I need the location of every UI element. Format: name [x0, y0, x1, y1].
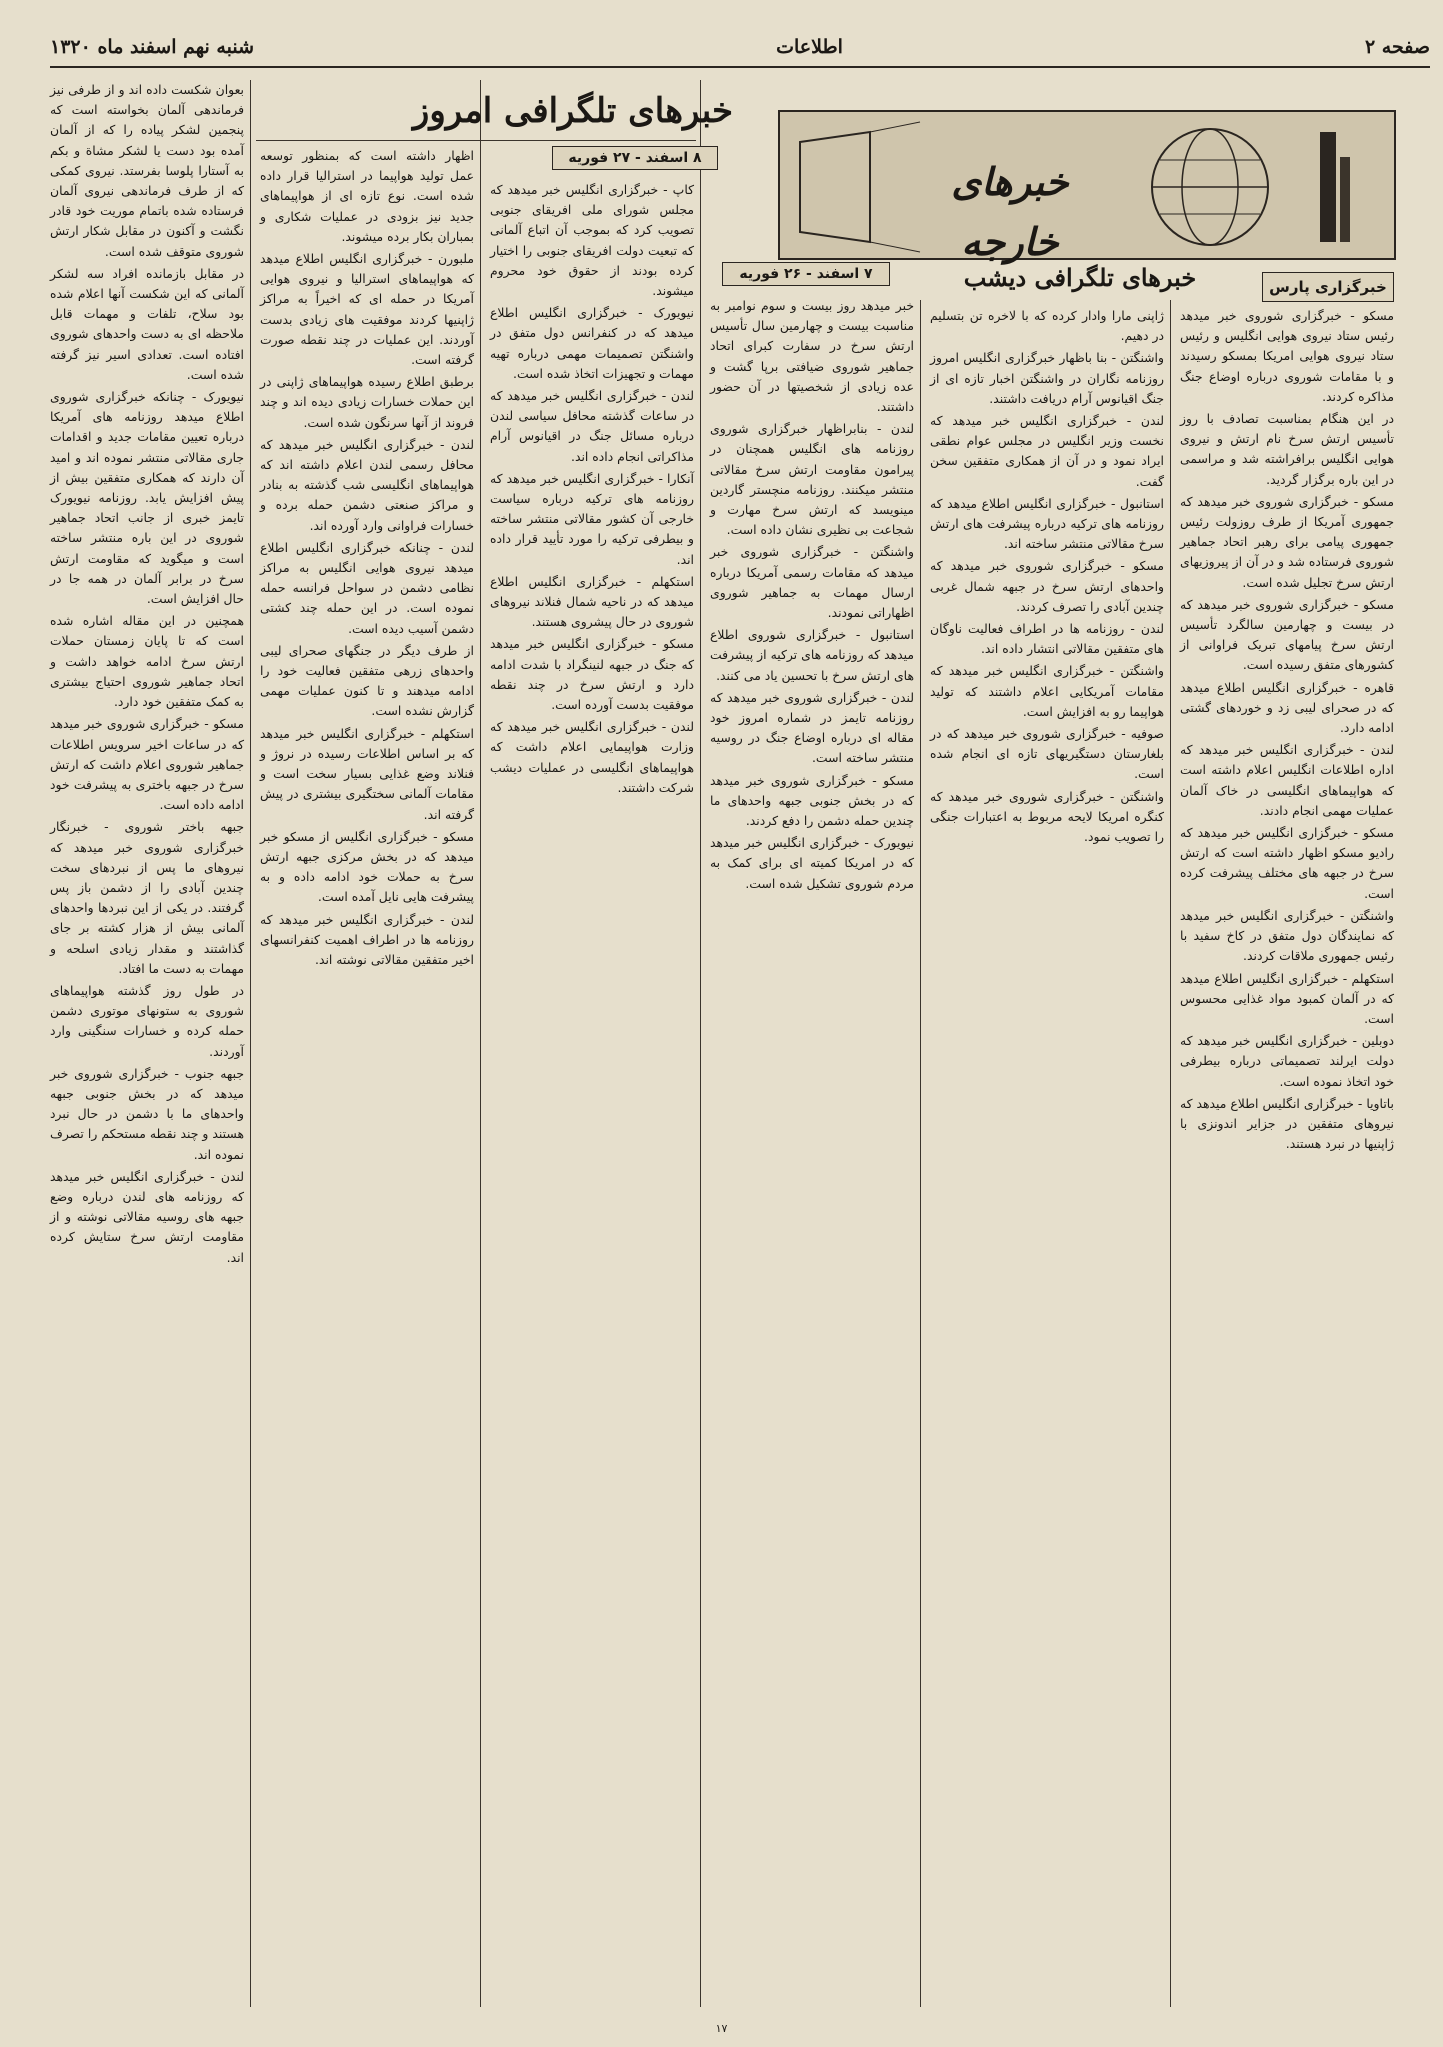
- article-paragraph: در این هنگام بمناسبت تصادف با روز تأسیس ارتش سرخ نام ارتش و نیروی هوایی انگلیس برافراشته شد و مراسمی در این باره برگزار گردید.: [1180, 411, 1394, 487]
- article-paragraph: استکهلم - خبرگزاری انگلیس اطلاع میدهد که در ناحیه شمال فنلاند نیروهای شوروی در حال پیشروی هستند.: [490, 573, 694, 630]
- article-paragraph: از طرف دیگر در جنگهای صحرای لیبی واحدهای زرهی متفقین فعالیت خود را ادامه میدهند و تا کنون عملیات مهمی گزارش نشده است.: [260, 642, 474, 719]
- article-paragraph: لندن - خبرگزاری انگلیس خبر میدهد که نخست وزیر انگلیس در مجلس عوام نطقی ایراد نمود و در آن از همکاری متفقین سخن گفت.: [930, 413, 1164, 489]
- article-paragraph: در مقابل بازمانده افراد سه لشکر آلمانی که این شکست آنها اعلام شده بود سلاح، تلفات و مهمات قابل ملاحظه ای به دست واحدهای شوروی افتاده است. تعدادی اسیر نیز گرفته شده است.: [50, 265, 244, 382]
- date-last-night: ۷ اسفند - ۲۶ فوریه: [722, 262, 890, 286]
- article-paragraph: مسکو - خبرگزاری انگلیس خبر میدهد که رادیو مسکو اظهار داشته است که ارتش سرخ در جبهه های مختلف پیشرفت کرده است.: [1180, 825, 1394, 901]
- article-paragraph: واشنگتن - خبرگزاری شوروی خبر میدهد که کنگره امریکا لایحه مربوط به اعتبارات جنگی را تصویب نمود.: [930, 788, 1164, 845]
- page-number: صفحه ۲: [1364, 36, 1430, 58]
- article-paragraph: دوبلین - خبرگزاری انگلیس خبر میدهد که دولت ایرلند تصمیماتی درباره بیطرفی خود اتخاذ نموده است.: [1180, 1033, 1394, 1089]
- column-6: [1174, 306, 1400, 2007]
- article-paragraph: آنکارا - خبرگزاری انگلیس خبر میدهد که روزنامه های ترکیه درباره سیاست خارجی آن کشور مقالاتی منتشر ساخته و بیطرفی ترکیه را مورد تأیید قرار داده اند.: [490, 470, 694, 567]
- article-paragraph: مسکو - خبرگزاری انگلیس از مسکو خبر میدهد که در بخش مرکزی جبهه ارتش سرخ به حملات خود ادامه داده و به پیشرفت هایی نایل آمده است.: [260, 828, 474, 905]
- article-paragraph: استکهلم - خبرگزاری انگلیس اطلاع میدهد که در آلمان کمبود مواد غذایی محسوس است.: [1180, 970, 1394, 1026]
- column-rule: [1170, 300, 1171, 2007]
- article-paragraph: واشنگتن - خبرگزاری انگلیس خبر میدهد که مقامات آمریکایی اعلام داشتند که تولید هواپیما رو به افزایش است.: [930, 663, 1164, 719]
- article-paragraph: مسکو - خبرگزاری شوروی خبر میدهد که جمهوری آمریکا از طرف روزولت رئیس جمهوری پیامی برای رهبر اتحاد جماهیر شوروی فرستاده شد و در آن از پیروزیهای ارتش سرخ تجلیل شده است.: [1180, 493, 1394, 590]
- column-rule: [480, 80, 481, 2007]
- article-paragraph: جبهه جنوب - خبرگزاری شوروی خبر میدهد که در بخش جنوبی جبهه واحدهای ما با دشمن در حال نبرد هستند و چند نقطه مستحکم را تصرف نموده اند.: [50, 1065, 244, 1162]
- article-paragraph: استکهلم - خبرگزاری انگلیس خبر میدهد که بر اساس اطلاعات رسیده در نروژ و فنلاند وضع غذایی بسیار سخت است و مقامات آلمانی سختگیری بیشتری در پیش گرفته اند.: [260, 725, 474, 822]
- article-paragraph: مسکو - خبرگزاری شوروی خبر میدهد که در ساعات اخیر سرویس اطلاعات جماهیر شوروی اعلام داشت که ارتش سرخ در جبهه باختری به پیشرفت خود ادامه داده است.: [50, 716, 244, 813]
- column-rule: [700, 80, 701, 2007]
- article-paragraph: استانبول - خبرگزاری شوروی اطلاع میدهد که روزنامه های ترکیه از پیشرفت های ارتش سرخ با تحسین یاد می کنند.: [710, 627, 914, 683]
- article-paragraph: مسکو - خبرگزاری شوروی خبر میدهد که در بخش جنوبی جبهه واحدهای ما چندین حمله دشمن را دفع کردند.: [710, 772, 914, 829]
- article-paragraph: ژاپنی مارا وادار کرده که با لاخره تن بتسلیم در دهیم.: [930, 308, 1164, 344]
- article-paragraph: کاپ - خبرگزاری انگلیس خبر میدهد که مجلس شورای ملی افریقای جنوبی تصویب کرد که بموجب آن اتباع آلمانی که تبعیت دولت افریقای جنوبی را اختیار کرده بودند از حقوق خود محروم میشوند.: [490, 182, 694, 299]
- article-paragraph: اظهار داشته است که بمنظور توسعه عمل تولید هواپیما در استرالیا قرار داده شده است. نوع تازه ای از هواپیماهای جدید نیز بزودی در عملیات شکاری و بمباران بکار برده میشوند.: [260, 148, 474, 244]
- article-paragraph: لندن - خبرگزاری انگلیس خبر میدهد که وزارت هواپیمایی اعلام داشت که هواپیماهای انگلیسی در عملیات دیشب شرکت داشتند.: [490, 719, 694, 795]
- article-paragraph: لندن - خبرگزاری انگلیس خبر میدهد که اداره اطلاعات انگلیس اعلام داشته است که هواپیماهای انگلیسی در خاک آلمان عملیات مهمی انجام دادند.: [1180, 742, 1394, 818]
- page-header: [50, 28, 1430, 68]
- article-paragraph: مسکو - خبرگزاری انگلیس خبر میدهد که جنگ در جبهه لنینگراد با شدت ادامه دارد و ارتش سرخ در چند نقطه موفقیت بدست آورده است.: [490, 636, 694, 713]
- pars-agency-label: خبرگزاری پارس: [1262, 272, 1394, 302]
- headline-rule: [256, 140, 696, 141]
- article-paragraph: ملبورن - خبرگزاری انگلیس اطلاع میدهد که هواپیماهای استرالیا و نیروی هوایی آمریکا در حمله ای که اخیراً به مراکز ژاپنیها کردند موفقیت های زیادی بدست آوردند. این عملیات در چند نقطه صورت گرفته است.: [260, 251, 474, 368]
- article-paragraph: لندن - خبرگزاری انگلیس خبر میدهد که روزنامه ها در اطراف اهمیت کنفرانسهای اخیر متفقین مقالاتی نوشته اند.: [260, 911, 474, 967]
- article-paragraph: صوفیه - خبرگزاری شوروی خبر میدهد که در بلغارستان دستگیریهای تازه ای انجام شده است.: [930, 726, 1164, 782]
- article-paragraph: لندن - بنابراظهار خبرگزاری شوروی روزنامه های انگلیس همچنان در پیرامون مقاومت ارتش سرخ مقالاتی منتشر میکنند. روزنامه منچستر گاردین مینویسد که ارتش سرخ مهارت و شجاعت بی نظیری نشان داده است.: [710, 421, 914, 538]
- article-paragraph: واشنگتن - خبرگزاری انگلیس خبر میدهد که نمایندگان دول متفق در کاخ سفید با رئیس جمهوری ملاقات کردند.: [1180, 907, 1394, 964]
- article-paragraph: لندن - خبرگزاری شوروی خبر میدهد که روزنامه تایمز در شماره امروز خود مقاله ای درباره اوضاع جنگ در روسیه منتشر ساخته است.: [710, 689, 914, 766]
- headline-today: خبرهای تلگرافی امروز: [412, 91, 734, 131]
- article-paragraph: لندن - خبرگزاری انگلیس خبر میدهد که در ساعات گذشته محافل سیاسی لندن درباره مسائل جنگ در اقیانوس آرام مذاکراتی انجام داده اند.: [490, 388, 694, 464]
- date-today: ۸ اسفند - ۲۷ فوریه: [552, 146, 718, 170]
- column-5: [924, 306, 1170, 2007]
- article-paragraph: لندن - خبرگزاری انگلیس خبر میدهد که محافل رسمی لندن اعلام داشته اند که هواپیماهای انگلیسی شب گذشته به بنادر و مراکز صنعتی دشمن حمله برده و خسارات فراوانی وارد آورده اند.: [260, 436, 474, 533]
- issue-date: شنبه نهم اسفند ماه ۱۳۲۰: [50, 36, 255, 58]
- article-paragraph: در طول روز گذشته هواپیماهای شوروی به ستونهای موتوری دشمن حمله کرده و خسارات سنگینی وارد آوردند.: [50, 982, 244, 1059]
- foreign-news-banner: [778, 110, 1396, 264]
- headline-last-night: خبرهای تلگرافی دیشب: [963, 263, 1197, 292]
- column-1: [44, 80, 250, 2007]
- page-footer-mark: ۱۷: [715, 2022, 728, 2035]
- article-paragraph: استانبول - خبرگزاری انگلیس اطلاع میدهد که روزنامه های ترکیه درباره پیشرفت های ارتش سرخ مقالاتی منتشر ساخته اند.: [930, 495, 1164, 552]
- article-paragraph: مسکو - خبرگزاری شوروی خبر میدهد که واحدهای ارتش سرخ در جبهه شمال غربی چندین آبادی را تصرف کردند.: [930, 558, 1164, 614]
- column-4: [704, 296, 920, 2007]
- article-paragraph: برطبق اطلاع رسیده هواپیماهای ژاپنی در این حملات خسارات زیادی دیده اند و چند فروند از آنها سرنگون شده است.: [260, 374, 474, 430]
- article-paragraph: باتاویا - خبرگزاری انگلیس اطلاع میدهد که نیروهای متفقین در جزایر اندونزی با ژاپنیها در نبرد هستند.: [1180, 1095, 1394, 1152]
- column-3: [484, 180, 700, 2007]
- article-paragraph: خبر میدهد روز بیست و سوم نوامبر به مناسبت بیست و چهارمین سال تأسیس ارتش سرخ در سفارت کبرای اتحاد جماهیر شوروی ضیافتی برپا گشت و عده زیادی از شخصیتها در آن حضور داشتند.: [710, 298, 914, 415]
- article-paragraph: مسکو - خبرگزاری شوروی خبر میدهد رئیس ستاد نیروی هوایی انگلیس و رئیس ستاد نیروی هوایی امریکا بمسکو رسیدند و با مقامات شوروی درباره اوضاع جنگ مذاکره کردند.: [1180, 308, 1394, 404]
- article-paragraph: بعوان شکست داده اند و از طرفی نیز فرماندهی آلمان بخواسته است که پنجمین لشکر پیاده را که از آلمان آمده بود دست یا لشکر مشاة و بکم به آستارا پلوسا بفرستد. نیروی کمکی که از طرف فرماندهی نیروی آلمان فرستاده شده باتمام موریت خود قادر نگشت و آکنون در مقابل شکار ارتش شوروی متوقف شده است.: [50, 82, 244, 259]
- column-rule: [920, 300, 921, 2007]
- newspaper-name: اطلاعات: [776, 36, 843, 58]
- column-2: [254, 146, 480, 2007]
- article-paragraph: همچنین در این مقاله اشاره شده است که تا پایان زمستان حملات ارتش سرخ ادامه خواهد داشت و اتحاد جماهیر شوروی احتیاج بیشتری به کمک متفقین خود دارد.: [50, 613, 244, 710]
- article-paragraph: لندن - خبرگزاری انگلیس خبر میدهد که روزنامه های لندن درباره وضع جبهه های روسیه مقالاتی نوشته و از مقاومت ارتش سرخ ستایش کرده اند.: [50, 1168, 244, 1265]
- article-paragraph: لندن - روزنامه ها در اطراف فعالیت ناوگان های متفقین مقالاتی انتشار داده اند.: [930, 621, 1164, 657]
- article-paragraph: لندن - چنانکه خبرگزاری انگلیس اطلاع میدهد نیروی هوایی انگلیس به مراکز نظامی دشمن در سواحل فرانسه حمله نموده است. در این حمله چند کشتی دشمن آسیب دیده است.: [260, 539, 474, 636]
- article-paragraph: نیویورک - خبرگزاری انگلیس خبر میدهد که در امریکا کمیته ای برای کمک به مردم شوروی تشکیل شده است.: [710, 835, 914, 891]
- column-rule: [250, 80, 251, 2007]
- article-paragraph: جبهه باختر شوروی - خبرنگار خبرگزاری شوروی خبر میدهد که نیروهای ما پس از نبردهای سخت چندین آبادی را از دشمن باز پس گرفتند. در یکی از این نبردها واحدهای آلمانی بیش از هزار کشته بر جای گذاشتند و مقدار زیادی اسلحه و مهمات به دست ما افتاد.: [50, 819, 244, 976]
- article-paragraph: نیویورک - چنانکه خبرگزاری شوروی اطلاع میدهد روزنامه های آمریکا درباره تعیین مقامات جدید و اقدامات جاری مقالاتی منتشر نموده اند و امید آن دارند که همکاری متفقین بیش از پیش افزایش یابد. روزنامه نیویورک تایمز خبری از جانب اتحاد جماهیر شوروی در این باره منتشر ساخته است و میگوید که مقاومت ارتش سرخ در برابر آلمان در همه جا در حال افزایش است.: [50, 389, 244, 607]
- banner-title: خبرهای خارجه: [951, 159, 1069, 264]
- article-paragraph: واشنگتن - بنا باظهار خبرگزاری انگلیس امروز روزنامه نگاران در واشنگتن اخبار تازه ای از جنگ اقیانوس آرام دریافت داشتند.: [930, 350, 1164, 406]
- article-paragraph: واشنگتن - خبرگزاری شوروی خبر میدهد که مقامات رسمی آمریکا درباره ارسال مهمات به جماهیر شوروی اظهاراتی نمودند.: [710, 544, 914, 621]
- article-paragraph: مسکو - خبرگزاری شوروی خبر میدهد که در بیست و چهارمین سالگرد تأسیس ارتش سرخ پیامهای تبریک فراوانی از کشورهای متفق رسیده است.: [1180, 596, 1394, 673]
- article-paragraph: نیویورک - خبرگزاری انگلیس اطلاع میدهد که در کنفرانس دول متفق در واشنگتن تصمیمات مهمی درباره تهیه مهمات و تجهیزات اتخاذ شده است.: [490, 305, 694, 381]
- article-paragraph: قاهره - خبرگزاری انگلیس اطلاع میدهد که در صحرای لیبی زد و خوردهای گشتی ادامه دارد.: [1180, 679, 1394, 736]
